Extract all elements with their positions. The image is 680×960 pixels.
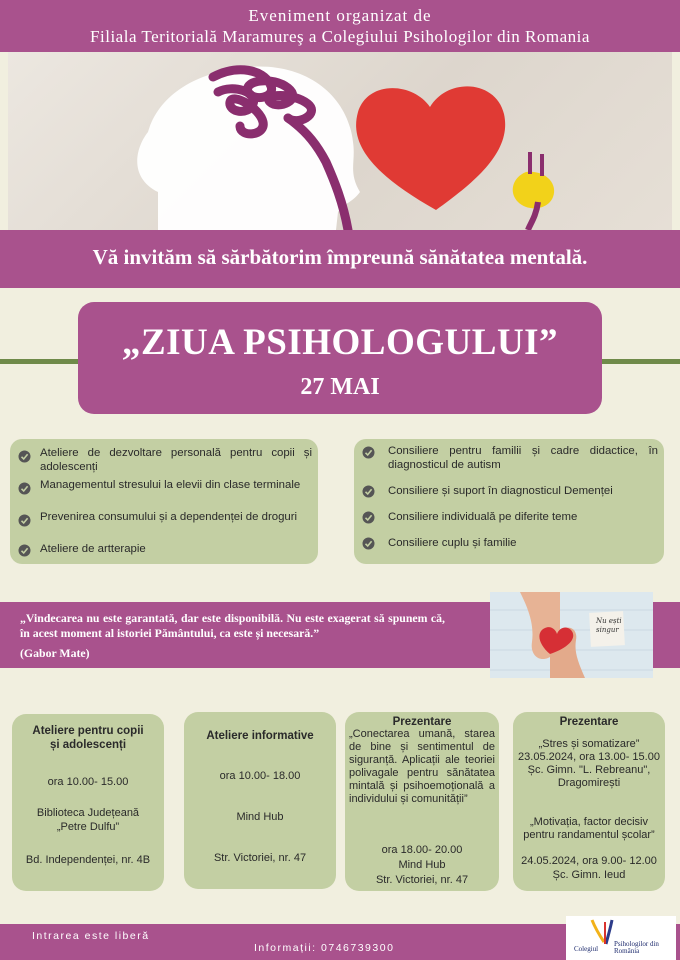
service-item: Consiliere și suport în diagnosticul Demenței <box>388 485 613 497</box>
card-address: Str. Victoriei, nr. 47 <box>375 874 469 886</box>
card-presentation-2 <box>513 712 665 891</box>
logo-word-2: Psihologilor din România <box>614 940 659 955</box>
check-icon <box>362 537 375 550</box>
service-item: Consiliere individuală pe diferite teme <box>388 511 578 523</box>
brain-heart-illustration <box>8 52 672 230</box>
quote-author: (Gabor Mate) <box>20 646 90 660</box>
card-title: Ateliere pentru copii și adolescenți <box>32 725 144 751</box>
event-date: 27 MAI <box>300 374 380 400</box>
header-band <box>0 0 680 52</box>
service-item: Ateliere de dezvoltare personală pentru copii și adolescenți <box>40 447 312 473</box>
card-description: „Conectarea umană, starea de bine și sentimentul de siguranță. Aplicații ale teoriei polivagale pentru sănătatea mintală și psihoemoțională a individului și comunității” <box>349 728 495 805</box>
invitation-band <box>0 230 680 288</box>
hands-heart-photo <box>490 592 653 678</box>
service-item: Consiliere pentru familii și cadre didactice, în diagnosticul de autism <box>388 445 658 471</box>
card-title: Prezentare <box>559 716 619 728</box>
card-presentation-1 <box>345 712 499 891</box>
check-icon <box>18 544 31 557</box>
service-item: Ateliere de artterapie <box>40 543 146 555</box>
check-icon <box>18 514 31 527</box>
card-address: Bd. Independenței, nr. 4B <box>25 854 151 866</box>
college-logo <box>566 916 676 960</box>
services-right-panel <box>354 439 664 564</box>
card-venue: Biblioteca Județeană „Petre Dulfu” <box>36 807 140 833</box>
organizer-name: Filiala Teritorială Maramureş a Colegiului Psihologilor din Romania <box>90 27 590 46</box>
talk-where: Șc. Gimn. "L. Rebreanu", Dragomirești <box>527 764 651 789</box>
free-entry-text: Intrarea este liberă <box>32 930 150 942</box>
services-left-panel <box>10 439 318 564</box>
contact-info: Informații: 0746739300 <box>254 942 395 954</box>
talk-title: „Motivația, factor decisiv pentru randamentul școlar” <box>523 816 655 841</box>
card-title: Prezentare <box>392 716 452 728</box>
check-icon <box>362 485 375 498</box>
talk-when: 23.05.2024, ora 13.00- 15.00 <box>518 751 660 763</box>
check-icon <box>18 482 31 495</box>
service-item: Prevenirea consumului și a dependenței de droguri <box>40 511 298 523</box>
card-workshops-kids <box>12 714 164 891</box>
quote-text: „Vindecarea nu este garantată, dar este disponibilă. Nu este exagerat să spunem că, în acest moment al istoriei Pământului, ca este și necesară.” <box>20 611 445 640</box>
talk-where: Șc. Gimn. Ieud <box>552 869 626 881</box>
card-title: Ateliere informative <box>206 730 314 742</box>
event-title: „ZIUA PSIHOLOGULUI” <box>121 322 559 363</box>
organizer-line: Eveniment organizat de <box>248 6 432 25</box>
hero-image <box>8 52 672 230</box>
card-time: ora 10.00- 15.00 <box>47 776 129 788</box>
service-item: Consiliere cuplu și familie <box>388 537 517 549</box>
card-informative-workshops <box>184 712 336 889</box>
card-venue: Mind Hub <box>398 859 446 871</box>
card-venue: Mind Hub <box>236 811 284 823</box>
check-icon <box>362 446 375 459</box>
talk-when: 24.05.2024, ora 9.00- 12.00 <box>521 855 657 867</box>
card-address: Str. Victoriei, nr. 47 <box>213 852 307 864</box>
service-item: Managementul stresului la elevii din clase terminale <box>40 479 301 491</box>
card-time: ora 10.00- 18.00 <box>219 770 301 782</box>
invitation-text: Vă invităm să sărbătorim împreună sănătatea mentală. <box>92 245 588 269</box>
logo-word-1: Colegiul <box>574 945 599 953</box>
check-icon <box>362 511 375 524</box>
talk-title: „Stres și somatizare” <box>538 738 640 750</box>
title-box <box>78 302 602 414</box>
check-icon <box>18 450 31 463</box>
photo-note: Nu ești singur <box>596 617 622 634</box>
card-time: ora 18.00- 20.00 <box>381 844 463 856</box>
